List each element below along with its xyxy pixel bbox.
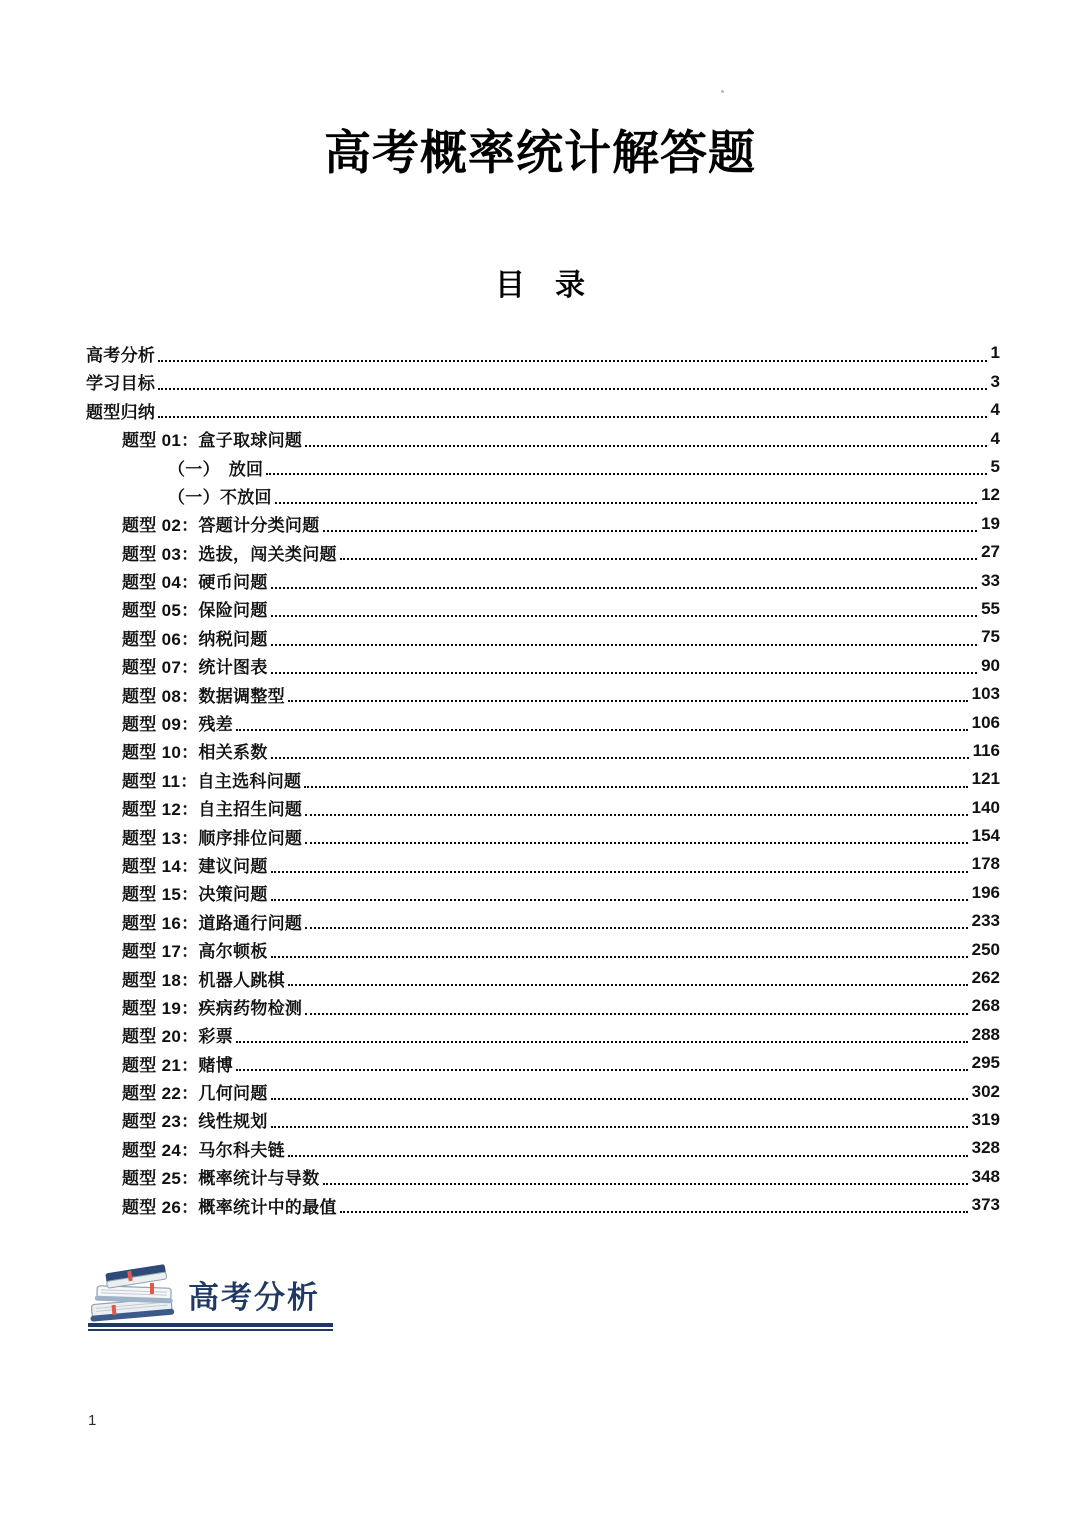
toc-entry-page: 262	[971, 968, 1000, 988]
toc-entry-label: 题型 13：顺序排位问题	[122, 828, 303, 848]
toc-dot-leader	[158, 388, 986, 390]
scan-artifact-dot	[721, 90, 724, 93]
toc-entry-page: 55	[981, 598, 1000, 618]
toc-dot-leader	[266, 473, 986, 475]
toc-dot-leader	[271, 757, 969, 759]
toc-dot-leader	[304, 786, 967, 788]
toc-entry-label: 题型 01：盒子取球问题	[122, 431, 303, 451]
toc-entry-label: 高考分析	[86, 345, 156, 365]
toc-entry[interactable]	[86, 1049, 1000, 1077]
toc-entry[interactable]	[86, 879, 1000, 907]
toc-entry-page: 27	[981, 542, 1000, 562]
toc-entry-label: 题型 20：彩票	[122, 1027, 234, 1047]
toc-entry-label: 题型 08：数据调整型	[122, 686, 285, 706]
toc-entry-page: 121	[971, 769, 1000, 789]
toc-entry-page: 33	[981, 570, 1000, 590]
toc-entry-label: 题型 05：保险问题	[122, 601, 268, 621]
toc-entry-label: 题型 23：线性规划	[122, 1112, 268, 1132]
toc-dot-leader	[271, 1126, 968, 1128]
toc-entry-page: 4	[990, 400, 1000, 420]
toc-entry-page: 233	[971, 911, 1000, 931]
toc-entry-page: 90	[981, 655, 1000, 675]
toc-entry-page: 373	[971, 1195, 1000, 1215]
toc-entry-page: 268	[971, 996, 1000, 1016]
toc-entry-label: 题型 10：相关系数	[122, 743, 268, 763]
toc-dot-leader	[271, 587, 977, 589]
section-header	[88, 1263, 333, 1331]
toc-entry[interactable]	[86, 1163, 1000, 1191]
toc-entry-label: 题型 16：道路通行问题	[122, 913, 303, 933]
toc-entry[interactable]	[86, 1106, 1000, 1134]
toc-entry-page: 19	[981, 513, 1000, 533]
toc-list	[86, 339, 1000, 1219]
toc-entry-page: 1	[990, 343, 1000, 363]
toc-entry-page: 302	[971, 1081, 1000, 1101]
toc-entry[interactable]	[86, 935, 1000, 963]
toc-entry[interactable]	[86, 680, 1000, 708]
toc-entry-label: 学习目标	[86, 374, 156, 394]
toc-dot-leader	[275, 502, 977, 504]
toc-entry[interactable]	[86, 368, 1000, 396]
toc-dot-leader	[305, 927, 967, 929]
toc-dot-leader	[340, 1211, 968, 1213]
toc-entry[interactable]	[86, 453, 1000, 481]
toc-entry-page: 196	[971, 882, 1000, 902]
toc-dot-leader	[271, 672, 977, 674]
toc-entry[interactable]	[86, 850, 1000, 878]
section-title: 高考分析	[188, 1280, 320, 1315]
toc-entry-page: 12	[981, 485, 1000, 505]
toc-entry-label: 题型 18：机器人跳棋	[122, 970, 285, 990]
section-divider-line	[88, 1323, 333, 1331]
page-title: 高考概率统计解答题	[324, 126, 756, 179]
toc-entry[interactable]	[86, 708, 1000, 736]
toc-entry[interactable]	[86, 1021, 1000, 1049]
toc-dot-leader	[271, 644, 977, 646]
toc-entry[interactable]	[86, 964, 1000, 992]
toc-entry-label: 题型 26：概率统计中的最值	[122, 1197, 337, 1217]
toc-entry-label: 题型 04：硬币问题	[122, 573, 268, 593]
toc-entry[interactable]	[86, 1191, 1000, 1219]
toc-entry[interactable]	[86, 992, 1000, 1020]
toc-dot-leader	[305, 445, 986, 447]
toc-dot-leader	[236, 1041, 968, 1043]
toc-entry-label: 题型 02：答题计分类问题	[122, 516, 320, 536]
toc-dot-leader	[288, 1155, 968, 1157]
toc-entry[interactable]	[86, 652, 1000, 680]
toc-entry[interactable]	[86, 794, 1000, 822]
toc-entry-page: 5	[990, 457, 1000, 476]
toc-entry[interactable]	[86, 424, 1000, 452]
toc-entry[interactable]	[86, 396, 1000, 424]
toc-dot-leader	[271, 1098, 968, 1100]
toc-entry-page: 106	[971, 712, 1000, 732]
toc-dot-leader	[236, 729, 968, 731]
toc-entry-label: 题型 07：统计图表	[122, 658, 268, 678]
toc-entry-page: 348	[971, 1166, 1000, 1186]
toc-dot-leader	[271, 615, 977, 617]
toc-dot-leader	[288, 700, 968, 702]
toc-dot-leader	[158, 416, 986, 418]
toc-entry-label: （一） 放回	[168, 459, 264, 479]
toc-entry[interactable]	[86, 566, 1000, 594]
toc-entry[interactable]	[86, 1134, 1000, 1162]
toc-entry-page: 140	[971, 797, 1000, 817]
toc-entry[interactable]	[86, 737, 1000, 765]
books-stack-icon	[88, 1263, 180, 1323]
toc-entry[interactable]	[86, 822, 1000, 850]
toc-dot-leader	[236, 1069, 968, 1071]
toc-dot-leader	[158, 360, 986, 362]
toc-entry[interactable]	[86, 765, 1000, 793]
toc-dot-leader	[340, 558, 977, 560]
toc-entry-label: 题型 15：决策问题	[122, 885, 268, 905]
toc-entry-page: 288	[971, 1024, 1000, 1044]
toc-entry-page: 3	[990, 371, 1000, 391]
toc-entry-page: 154	[971, 826, 1000, 846]
toc-dot-leader	[305, 1013, 967, 1015]
toc-entry-label: 题型 24：马尔科夫链	[122, 1140, 285, 1160]
toc-entry[interactable]	[86, 1077, 1000, 1105]
toc-dot-leader	[323, 530, 978, 532]
toc-entry-label: 题型 14：建议问题	[122, 856, 268, 876]
toc-entry-page: 295	[971, 1053, 1000, 1073]
toc-entry-label: 题型 21：赌博	[122, 1055, 234, 1075]
toc-entry[interactable]	[86, 623, 1000, 651]
toc-entry-label: 题型归纳	[86, 402, 156, 422]
toc-entry-label: （一）不放回	[168, 487, 272, 507]
toc-entry-label: 题型 11：自主选科问题	[122, 771, 302, 791]
toc-entry-label: 题型 12：自主招生问题	[122, 800, 303, 820]
toc-entry-page: 178	[971, 854, 1000, 874]
toc-dot-leader	[323, 1183, 968, 1185]
footer-page-number: 1	[88, 1412, 97, 1429]
toc-entry[interactable]	[86, 339, 1000, 367]
toc-entry-page: 116	[972, 740, 1000, 760]
toc-entry-label: 题型 09：残差	[122, 715, 234, 735]
toc-entry[interactable]	[86, 538, 1000, 566]
toc-entry-page: 250	[971, 939, 1000, 959]
toc-entry-label: 题型 03：选拔，闯关类问题	[122, 544, 337, 564]
toc-entry[interactable]	[86, 595, 1000, 623]
toc-dot-leader	[305, 842, 967, 844]
toc-entry-page: 328	[971, 1138, 1000, 1158]
toc-dot-leader	[288, 984, 968, 986]
toc-dot-leader	[271, 871, 968, 873]
toc-entry-label: 题型 19：疾病药物检测	[122, 998, 303, 1018]
toc-entry-label: 题型 06：纳税问题	[122, 629, 268, 649]
toc-entry-page: 319	[971, 1109, 1000, 1129]
toc-entry[interactable]	[86, 481, 1000, 509]
toc-entry[interactable]	[86, 907, 1000, 935]
toc-entry-label: 题型 22：几何问题	[122, 1084, 268, 1104]
toc-heading: 目 录	[495, 268, 585, 302]
toc-dot-leader	[305, 814, 967, 816]
toc-entry-page: 4	[990, 428, 1000, 448]
toc-entry-page: 75	[981, 627, 1000, 647]
toc-entry-label: 题型 17：高尔顿板	[122, 942, 268, 962]
toc-dot-leader	[271, 956, 968, 958]
toc-entry-label: 题型 25：概率统计与导数	[122, 1169, 320, 1189]
toc-dot-leader	[271, 899, 968, 901]
toc-entry[interactable]	[86, 510, 1000, 538]
toc-entry-page: 103	[971, 684, 1000, 704]
